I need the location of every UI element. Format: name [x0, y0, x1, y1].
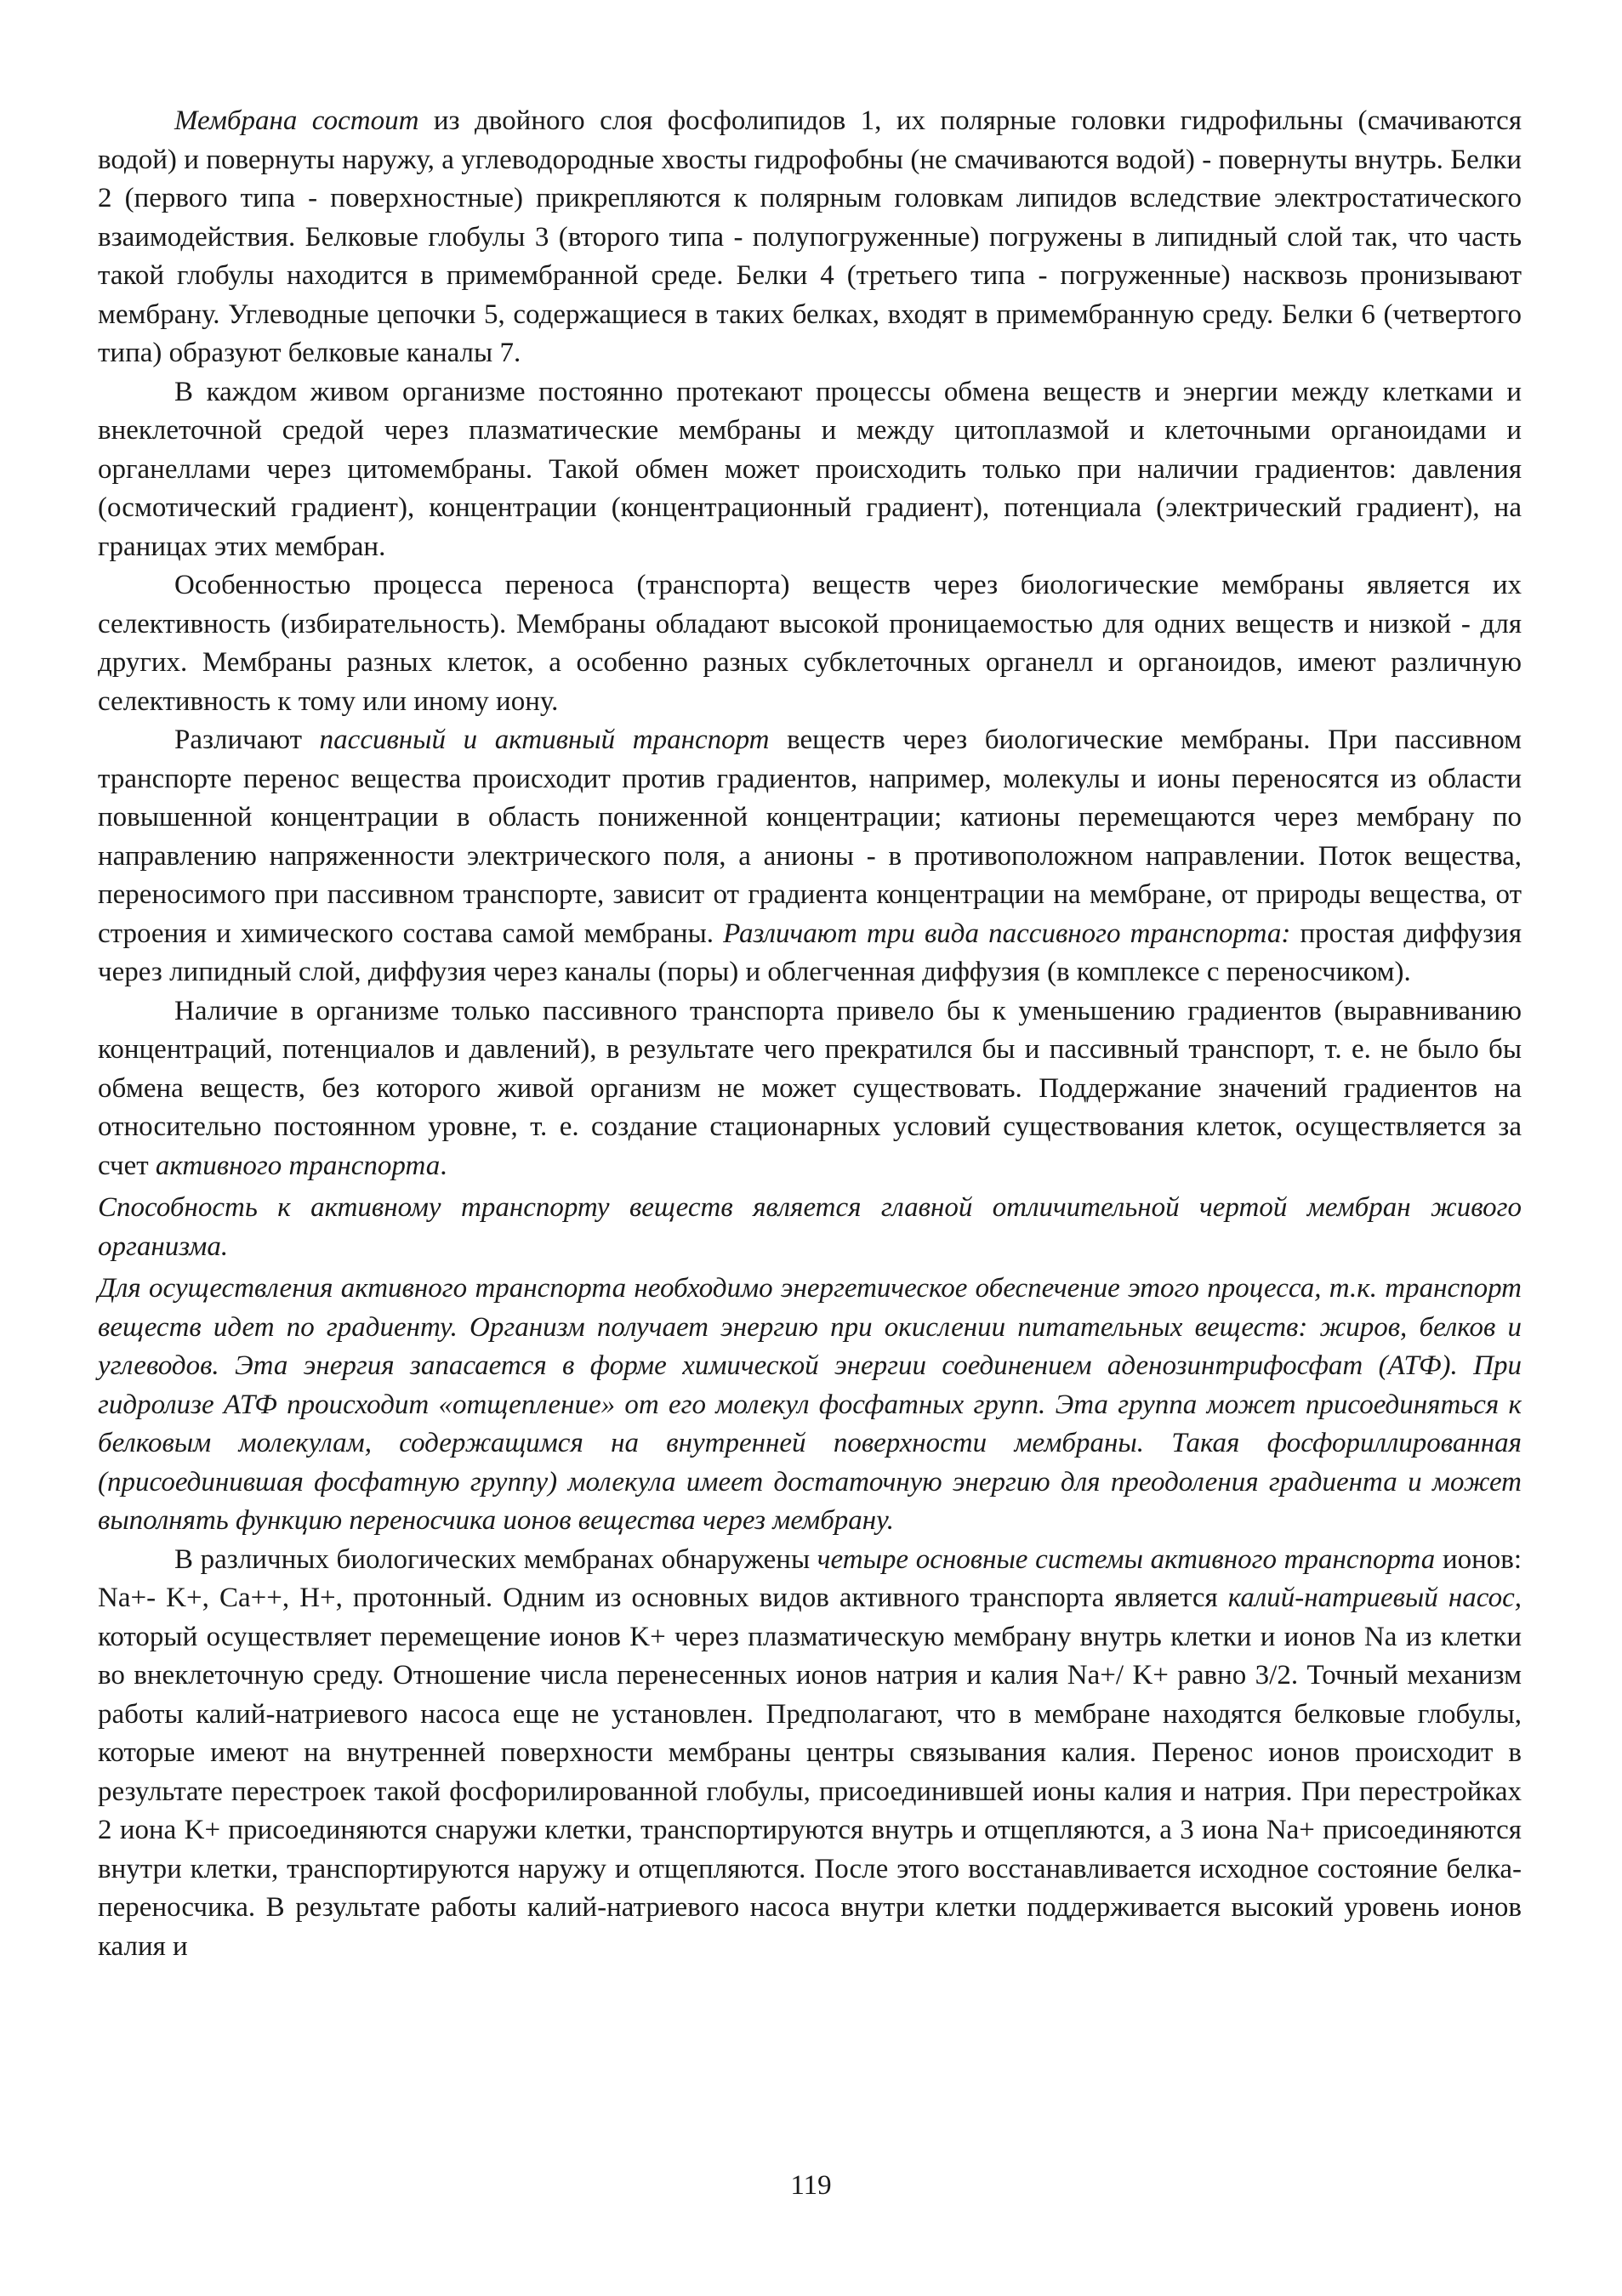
paragraph-gradients [98, 992, 1522, 1186]
italic-text: пассивный и активный транспорт [319, 725, 770, 755]
text-run: веществ через биологические мембраны. При пассивном транспорте перенос вещества происходит против градиентов, например, молекулы и ионы переносятся из области повышенной концентрации в область пониженной концентрации; катионы перемещаются через мембрану по направлению напряженности электрического поля, а анионы - в противоположном направлении. Поток вещества, переносимого при пассивном транспорте, зависит от градиента концентрации на мембране, от природы вещества, от строения и химического состава самой мембраны. [98, 725, 1522, 949]
text-run: который осуществляет перемещение ионов K+ через плазматическую мембрану внутрь клетки и ионов Na из клетки во внеклеточную среду. Отношение числа перенесенных ионов натрия и калия Na+/ K+ равно 3/2. Точный механизм работы калий-натриевого насоса еще не установлен. Предполагают, что в мембране находятся белковые глобулы, которые имеют на внутренней поверхности мембраны центры связывания калия. Перенос ионов происходит в результате перестроек такой фосфорилированной глобулы, присоединившей ионы калия и натрия. При перестройках 2 иона K+ присоединяются снаружи клетки, транспортируются внутрь и отщепляются, а 3 иона Na+ присоединяются внутри клетки, транспортируются наружу и отщепляются. После этого восстанавливается исходное состояние белка-переносчика. В результате работы калий-натриевого насоса внутри клетки поддерживается высокий уровень ионов калия и [98, 1621, 1522, 1962]
italic-text: Мембрана состоит [174, 105, 419, 136]
text-run: В каждом живом организме постоянно протекают процессы обмена веществ и энергии между клетками и внеклеточной средой через плазматические мембраны и между цитоплазмой и клеточными органоидами и органеллами через цитомембраны. Такой обмен может происходить только при наличии градиентов: давления (осмотический градиент), концентрации (концентрационный градиент), потенциала (электрический градиент), на границах этих мембран. [98, 376, 1522, 562]
italic-text: калий-натриевый насос, [1227, 1583, 1522, 1613]
text-run: Наличие в организме только пассивного транспорта привело бы к уменьшению градиентов (выравниванию концентраций, потенциалов и давлений), в результате чего прекратился бы и пассивный транспорт, т. е. не было бы обмена веществ, без которого живой организм не может существовать. Поддержание значений градиентов на относительно постоянном уровне, т. е. создание стационарных условий существования клеток, осуществляется за счет [98, 995, 1522, 1181]
text-run: В различных биологических мембранах обнаружены [174, 1543, 817, 1575]
paragraph-passive-active [98, 721, 1522, 992]
italic-text: Для осуществления активного транспорта необходимо энергетическое обеспечение этого процесса, т.к. транспорт веществ идет по градиенту. Организм получает энергию при окислении питательных веществ: жиров, белков и углеводов. Эта энергия запасается в форме химической энергии соединением аденозинтрифосфат (АТФ). При гидролизе АТФ происходит «отщепление» от его молекул фосфатных групп. Эта группа может присоединяться к белковым молекулам, содержащимся на внутренней поверхности мембраны. Такая фосфориллированная (присоединившая фосфатную группу) молекула имеет достаточную энергию для преодоления градиента и может выполнять функцию переносчика ионов вещества через мембрану. [98, 1273, 1522, 1536]
italic-text: активного транспорта [155, 1150, 441, 1181]
text-body [98, 102, 1522, 1966]
text-run: Различают [174, 725, 320, 755]
text-run: простая диффузия через липидный слой, диффузия через каналы (поры) и облегченная диффузия (в комплексе с переносчиком). [98, 918, 1522, 987]
paragraph-ability [98, 1189, 1522, 1266]
paragraph-metabolism [98, 373, 1522, 567]
paragraph-selectivity [98, 566, 1522, 721]
italic-text: Способность к активному транспорту веществ является главной отличительной чертой мембран живого организма. [98, 1192, 1522, 1262]
paragraph-energy [98, 1270, 1522, 1541]
text-run: . [440, 1150, 447, 1181]
italic-text: Различают три вида пассивного транспорта: [723, 918, 1291, 949]
text-run: Особенностью процесса переноса (транспорта) веществ через биологические мембраны является их селективность (избирательность). Мембраны обладают высокой проницаемостью для одних веществ и низкой - для других. Мембраны разных клеток, а особенно разных субклеточных органелл и органоидов, имеют различную селективность к тому или иному иону. [98, 570, 1522, 717]
italic-text: четыре основные системы активного транспорта [817, 1543, 1436, 1575]
paragraph-pump [98, 1541, 1522, 1967]
page-number: 119 [790, 2170, 832, 2201]
text-run: ионов: Na+- K+, Ca++, H+, протонный. Одним из основных видов активного транспорта является [98, 1543, 1522, 1613]
text-run: из двойного слоя фосфолипидов 1, их полярные головки гидрофильны (смачиваются водой) и повернуты наружу, а углеводородные хвосты гидрофобны (не смачиваются водой) - повернуты внутрь. Белки 2 (первого типа - поверхностные) прикрепляются к полярным головкам липидов вследствие электростатического взаимодействия. Белковые глобулы 3 (второго типа - полупогруженные) погружены в липидный слой так, что часть такой глобулы находится в примембранной среде. Белки 4 (третьего типа - погруженные) насквозь пронизывают мембрану. Углеводные цепочки 5, содержащиеся в таких белках, входят в примембранную среду. Белки 6 (четвертого типа) образуют белковые каналы 7. [98, 105, 1522, 368]
paragraph-membrane-structure [98, 102, 1522, 373]
